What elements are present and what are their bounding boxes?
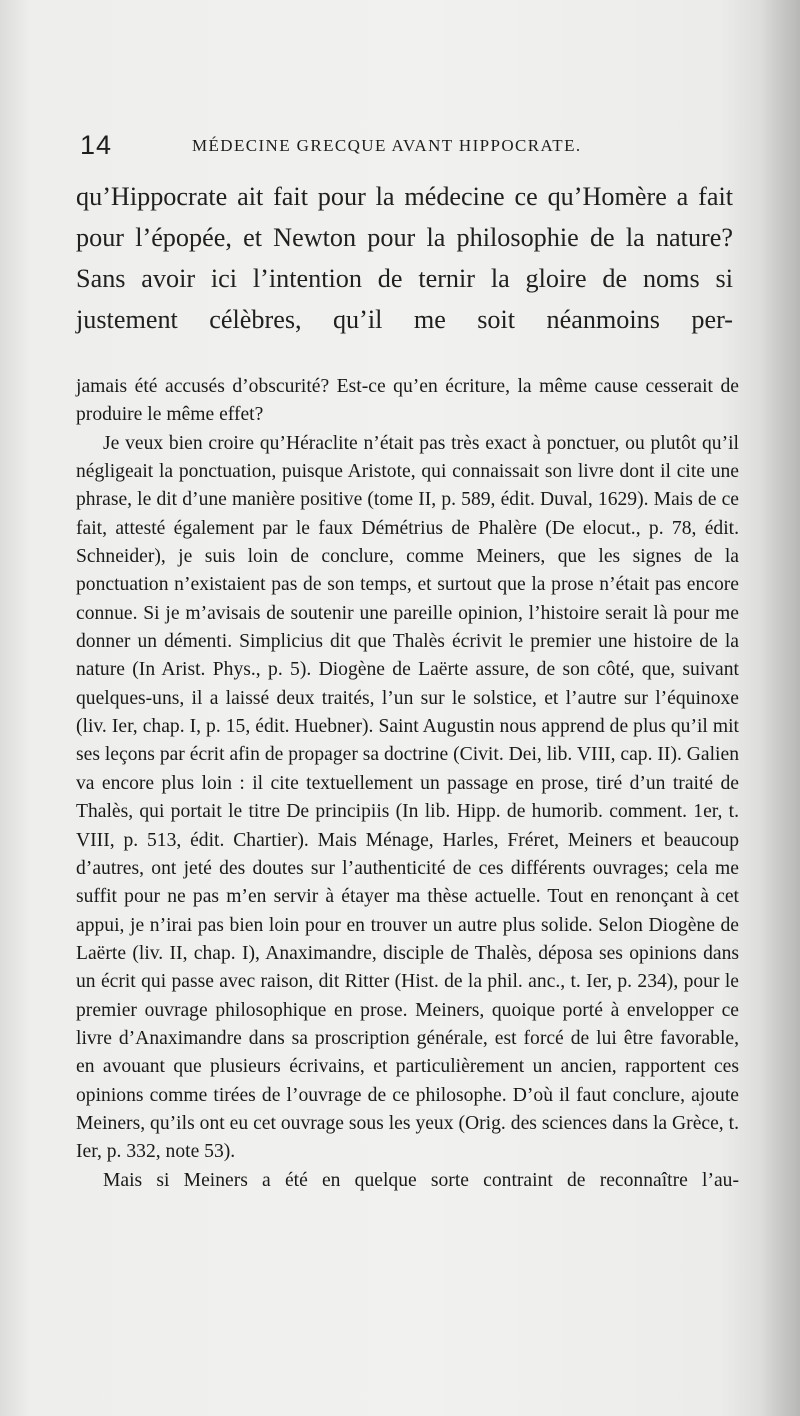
footnote-block bbox=[76, 373, 739, 1195]
page-number: 14 bbox=[80, 130, 113, 160]
main-text bbox=[76, 176, 733, 340]
footnote-paragraph-3: Mais si Meiners a été en quelque sorte contraint de reconnaître l’au- bbox=[103, 1169, 739, 1191]
main-paragraph: qu’Hippocrate ait fait pour la médecine ce qu’Homère a fait pour l’épopée, et Newton pour la philosophie de la nature? Sans avoir ici l’intention de ternir la gloire de noms si justement célèbres, qu’il me soit néanmoins per- bbox=[76, 182, 733, 334]
page-edge-shadow bbox=[760, 0, 800, 1416]
footnote-paragraph-2: Je veux bien croire qu’Héraclite n’était pas très exact à ponctuer, ou plutôt qu’il négligeait la ponctuation, puisque Aristote, qui connaissait son livre dont il cite une phrase, le dit d’une manière positive (tome II, p. 589, édit. Duval, 1629). Mais de ce fait, attesté également par le faux Démétrius de Phalère (De elocut., p. 78, édit. Schneider), je suis loin de conclure, comme Meiners, que les signes de la ponctuation n’existaient pas de son temps, et surtout que la prose n’était pas encore connue. Si je m’avisais de soutenir une pareille opinion, l’histoire serait là pour me donner un démenti. Simplicius dit que Thalès écrivit le premier une histoire de la nature (In Arist. Phys., p. 5). Diogène de Laërte assure, de son côté, que, suivant quelques-uns, il a laissé deux traités, l’un sur le solstice, et l’autre sur l’équinoxe (liv. Ier, chap. I, p. 15, édit. Huebner). Saint Augustin nous apprend de plus qu’il mit ses leçons par écrit afin de propager sa doctrine (Civit. Dei, lib. VIII, cap. II). Galien va encore plus loin : il cite textuellement un passage en prose, tiré d’un traité de Thalès, qui portait le titre De principiis (In lib. Hipp. de humorib. comment. 1er, t. VIII, p. 513, édit. Chartier). Mais Ménage, Harles, Fréret, Meiners et beaucoup d’autres, ont jeté des doutes sur l’authenticité de ces différents ouvrages; cela me suffit pour ne pas m’en servir à étayer ma thèse actuelle. Tout en renonçant à cet appui, je n’irai pas bien loin pour en trouver un autre plus solide. Selon Diogène de Laërte (liv. II, chap. I), Anaximandre, disciple de Thalès, déposa ses opinions dans un écrit qui passe avec raison, dit Ritter (Hist. de la phil. anc., t. Ier, p. 234), pour le premier ouvrage philosophique en prose. Meiners, quoique porté à envelopper ce livre d’Anaximandre dans sa proscription générale, est forcé de lui être favorable, en avouant que plusieurs écrivains, et particulièrement un ancien, rapportent ces opinions comme tirées de l’ouvrage de ce philosophe. D’où il faut conclure, ajoute Meiners, qu’ils ont eu cet ouvrage sous les yeux (Orig. des sciences dans la Grèce, t. Ier, p. 332, note 53). bbox=[76, 432, 739, 1163]
page-header bbox=[80, 130, 740, 164]
footnote-paragraph-1: jamais été accusés d’obscurité? Est-ce qu’en écriture, la même cause cesserait de produire le même effet? bbox=[76, 376, 739, 426]
running-title: MÉDECINE GRECQUE AVANT HIPPOCRATE. bbox=[192, 136, 582, 155]
